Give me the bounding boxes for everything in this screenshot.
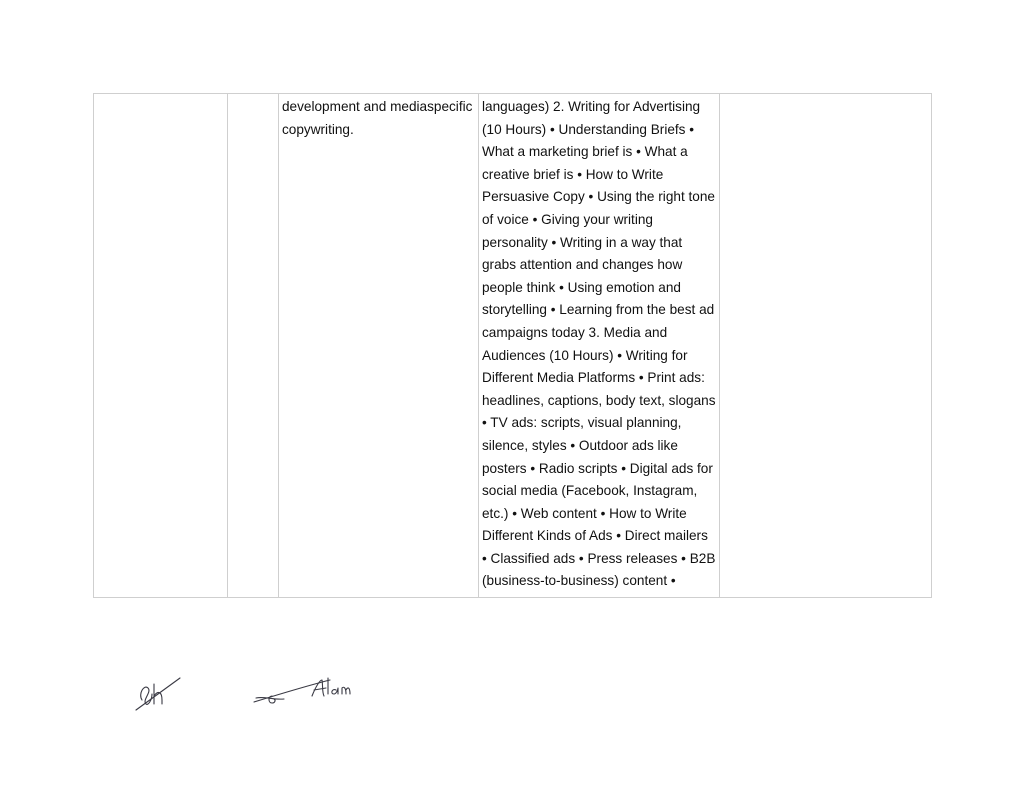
- outcome-cell: development and mediaspecific copywriting.: [279, 94, 479, 598]
- curriculum-table: [93, 93, 932, 598]
- content-cell: languages) 2. Writing for Advertising (10 Hours) • Understanding Briefs • What a marketing brief is • What a creative brief is • How to Write Persuasive Copy • Using the right tone of voice • Giving your writing personality • Writing in a way that grabs attention and changes how people think • Using emotion and storytelling • Learning from the best ad campaigns today 3. Media and Audiences (10 Hours) • Writing for Different Media Platforms • Print ads: headlines, captions, body text, slogans • TV ads: scripts, visual planning, silence, styles • Outdoor ads like posters • Radio scripts • Digital ads for social media (Facebook, Instagram, etc.) • Web content • How to Write Different Kinds of Ads • Direct mailers • Classified ads • Press releases • B2B (business-to-business) content •: [479, 94, 720, 598]
- table-row: [94, 94, 932, 598]
- signature-2-icon: [250, 672, 358, 708]
- table-cell-1: [94, 94, 228, 598]
- table-cell-2: [228, 94, 279, 598]
- signature-1-icon: [132, 670, 184, 716]
- table-cell-5: [720, 94, 932, 598]
